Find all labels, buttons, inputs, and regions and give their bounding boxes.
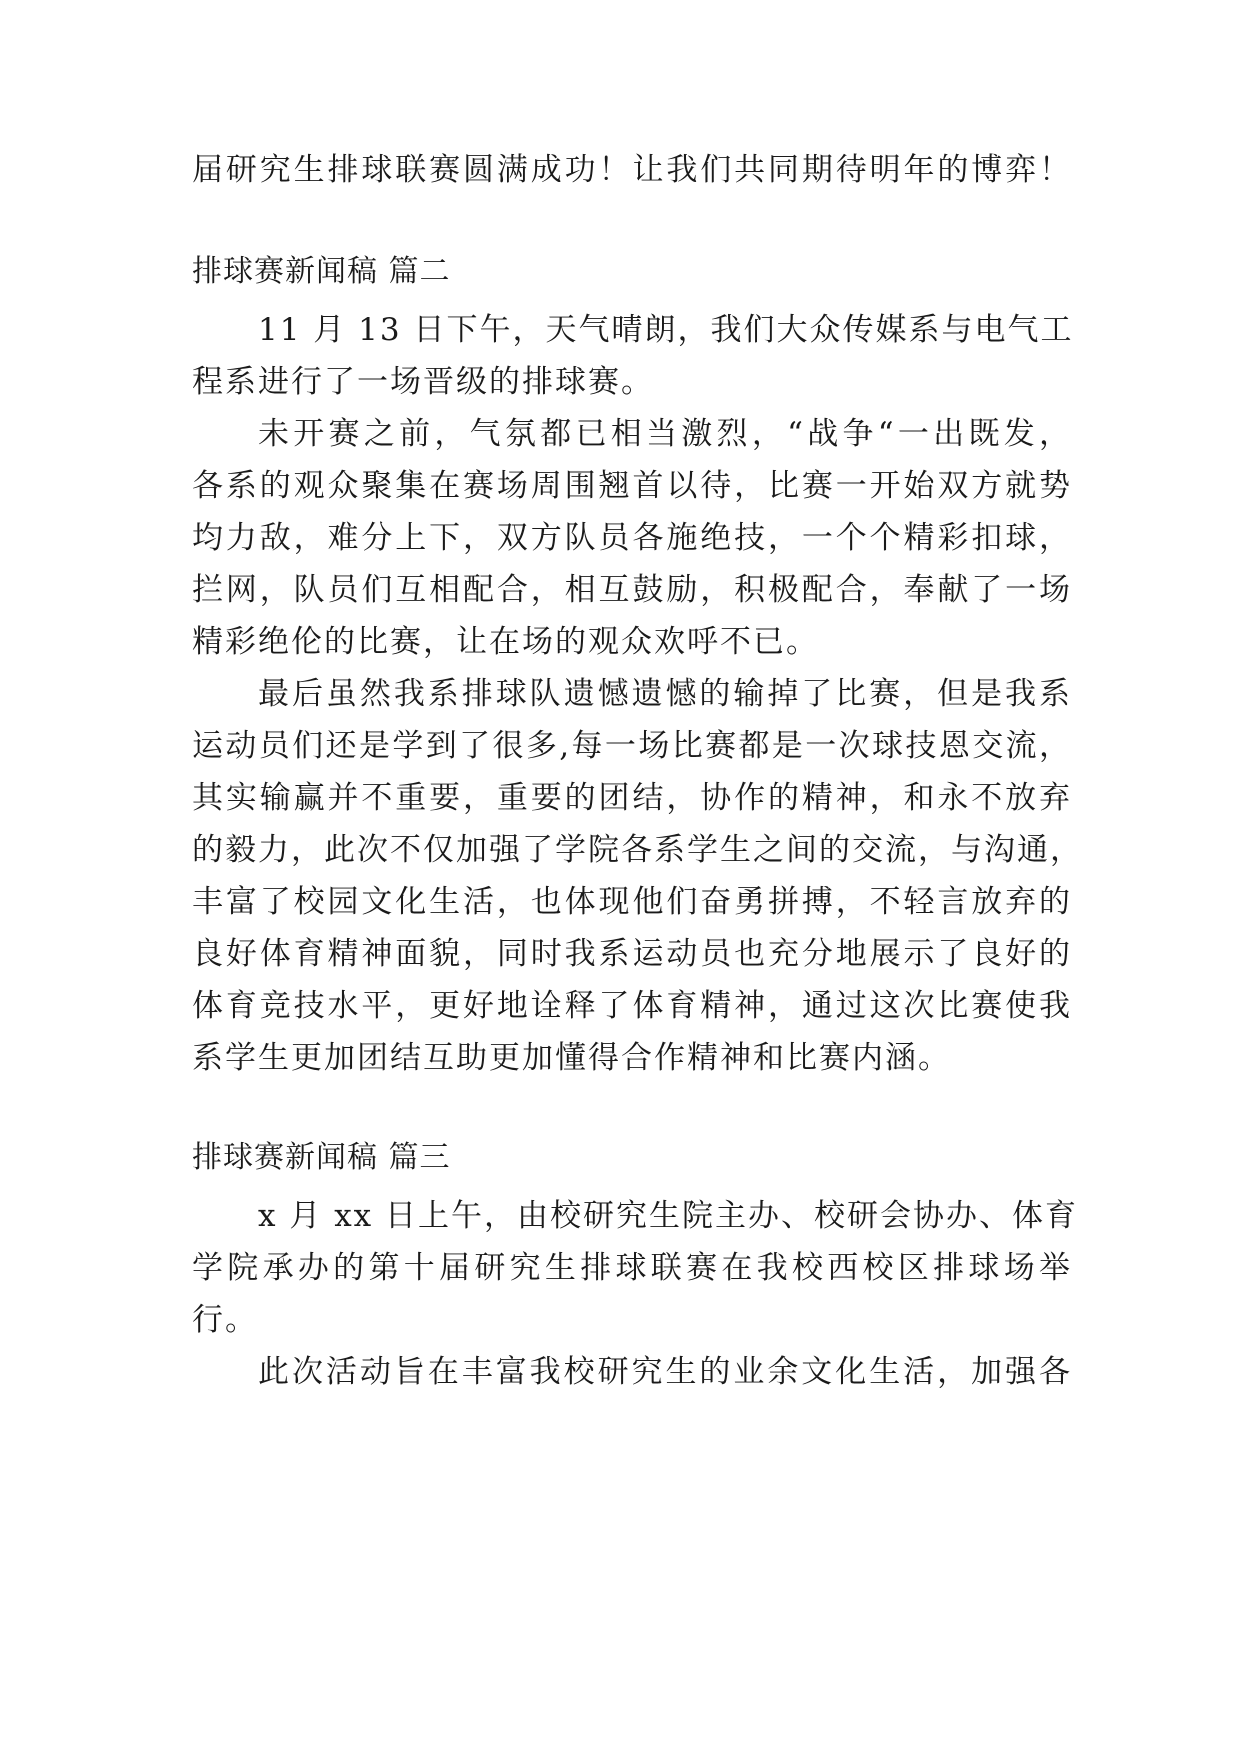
- text-line: 行。: [192, 1302, 258, 1338]
- section-heading: 排球赛新闻稿 篇三: [192, 1140, 451, 1175]
- text-line: 的毅力，此次不仅加强了学院各系学生之间的交流，与沟通，: [192, 832, 1083, 868]
- text-line: 精彩绝伦的比赛，让在场的观众欢呼不已。: [192, 624, 819, 660]
- text-line: 良好体育精神面貌，同时我系运动员也充分地展示了良好的: [192, 936, 1072, 972]
- text-line: 届研究生排球联赛圆满成功！让我们共同期待明年的博弈！: [192, 152, 1072, 188]
- text-line: 运动员们还是学到了很多,每一场比赛都是一次球技恩交流，: [192, 728, 1072, 764]
- text-line: 体育竞技水平，更好地诠释了体育精神，通过这次比赛使我: [192, 988, 1072, 1024]
- text-line: x 月 xx 日上午，由校研究生院主办、校研会协办、体育: [258, 1198, 1079, 1234]
- text-line: 系学生更加团结互助更加懂得合作精神和比赛内涵。: [192, 1040, 951, 1076]
- text-line: 此次活动旨在丰富我校研究生的业余文化生活，加强各: [258, 1354, 1072, 1390]
- text-line: 最后虽然我系排球队遗憾遗憾的输掉了比赛，但是我系: [258, 676, 1072, 712]
- text-line: 未开赛之前，气氛都已相当激烈，“战争“一出既发，: [258, 416, 1072, 452]
- text-line: 学院承办的第十届研究生排球联赛在我校西校区排球场举: [192, 1250, 1072, 1286]
- text-line: 丰富了校园文化生活，也体现他们奋勇拼搏，不轻言放弃的: [192, 884, 1072, 920]
- text-line: 11 月 13 日下午，天气晴朗，我们大众传媒系与电气工: [258, 312, 1074, 348]
- text-line: 其实输赢并不重要，重要的团结，协作的精神，和永不放弃: [192, 780, 1072, 816]
- text-line: 均力敌，难分上下，双方队员各施绝技，一个个精彩扣球，: [192, 520, 1072, 556]
- text-line: 程系进行了一场晋级的排球赛。: [192, 364, 654, 400]
- section-heading: 排球赛新闻稿 篇二: [192, 254, 451, 289]
- text-line: 拦网，队员们互相配合，相互鼓励，积极配合，奉献了一场: [192, 572, 1072, 608]
- text-line: 各系的观众聚集在赛场周围翘首以待，比赛一开始双方就势: [192, 468, 1072, 504]
